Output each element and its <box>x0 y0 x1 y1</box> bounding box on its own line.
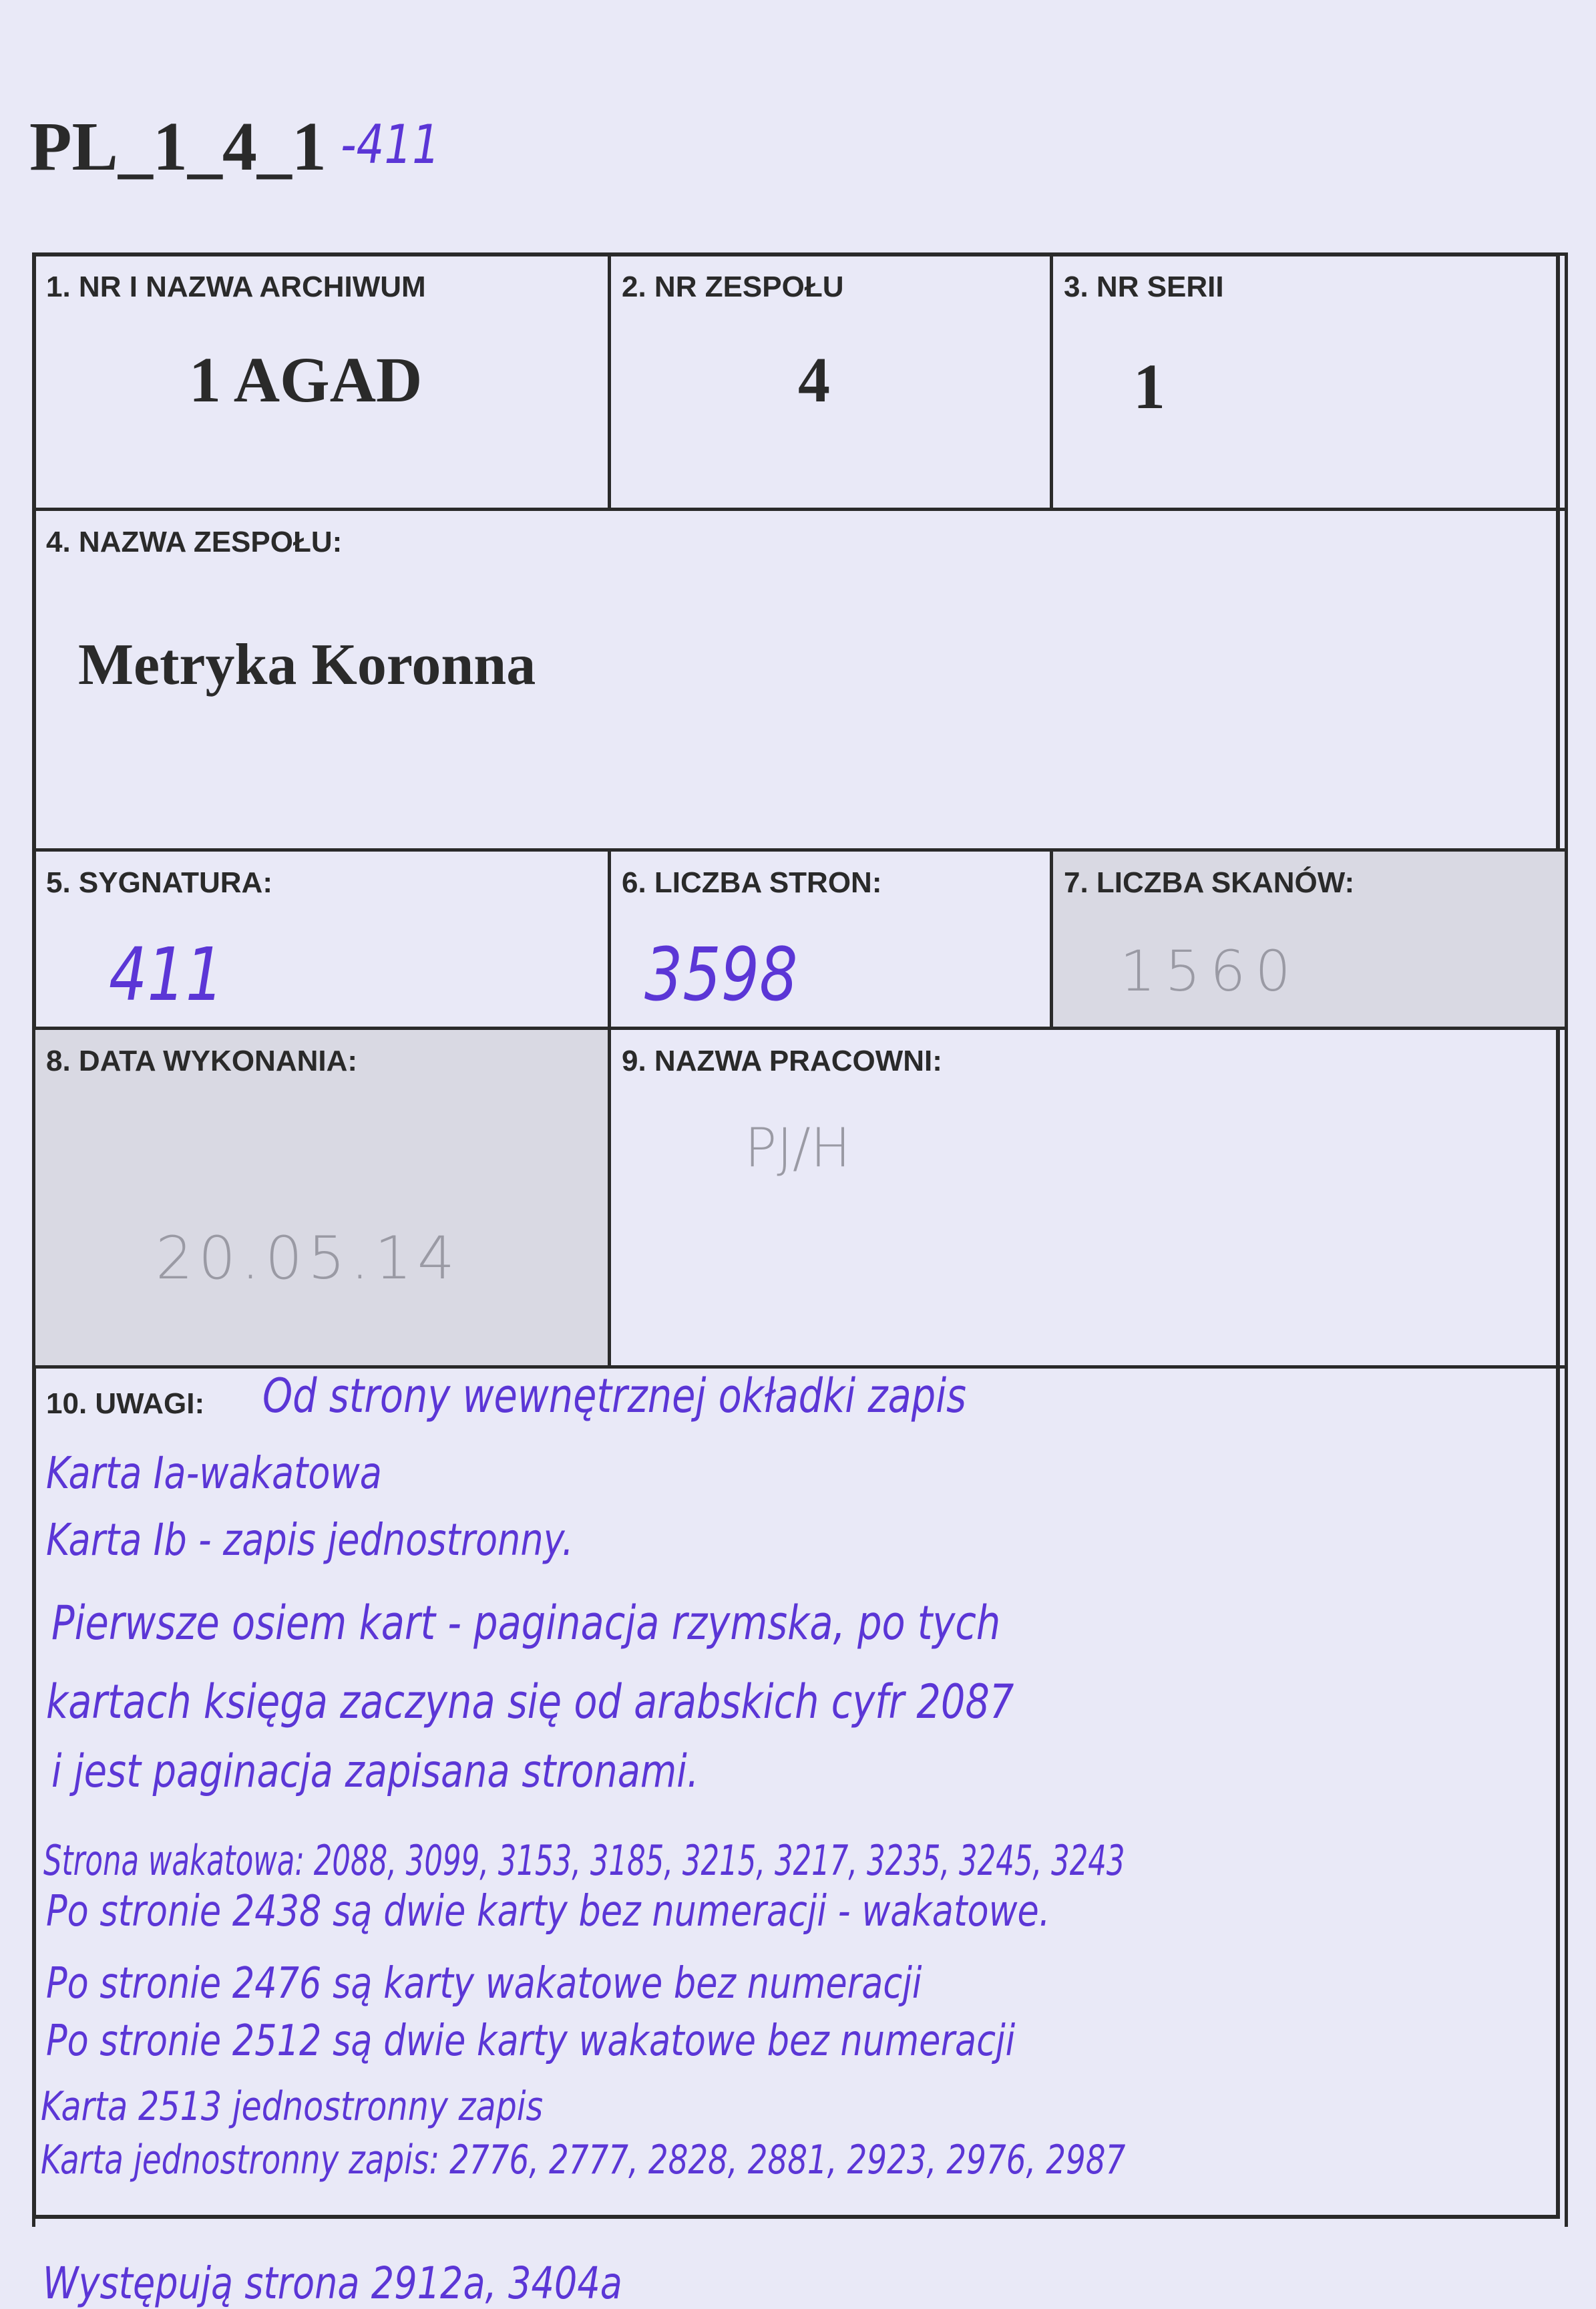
pages-label: 6. LICZBA STRON: <box>622 866 882 899</box>
cell-date <box>32 1027 611 1369</box>
signature-value: 411 <box>109 932 224 1017</box>
document-code <box>29 107 327 186</box>
fonds-name-value: Metryka Koronna <box>78 633 536 697</box>
archive-value: 1 AGAD <box>189 344 423 415</box>
notes-line: Strona wakatowa: 2088, 3099, 3153, 3185, 3215, 3217, 3235, 3245, 3243 <box>43 1836 1125 1885</box>
cell-workshop <box>608 1027 1568 1369</box>
metadata-form <box>32 252 1560 2219</box>
fonds-no-label: 2. NR ZESPOŁU <box>622 271 844 303</box>
cell-notes <box>32 1365 1568 2227</box>
archive-label: 1. NR I NAZWA ARCHIWUM <box>46 271 426 303</box>
notes-line: Po stronie 2512 są dwie karty wakatowe bez numeracji <box>46 2016 1016 2066</box>
fonds-no-value: 4 <box>798 344 830 415</box>
date-label: 8. DATA WYKONANIA: <box>46 1045 358 1077</box>
signature-label: 5. SYGNATURA: <box>46 866 272 899</box>
fonds-name-label: 4. NAZWA ZESPOŁU: <box>46 526 343 558</box>
cell-pages <box>608 848 1053 1030</box>
date-value: 20.05.14 <box>156 1224 460 1292</box>
notes-line: Karta Ib - zapis jednostronny. <box>46 1514 574 1566</box>
code-text: PL_1_4_1 <box>29 108 327 185</box>
series-no-value: 1 <box>1133 351 1165 422</box>
workshop-value: PJ/H <box>745 1117 851 1179</box>
notes-line: Karta jednostronny zapis: 2776, 2777, 2828, 2881, 2923, 2976, 2987 <box>41 2137 1126 2183</box>
cell-fonds-name <box>32 508 1568 852</box>
notes-line: Karta Ia-wakatowa <box>46 1447 382 1499</box>
handwritten-suffix: -411 <box>341 114 440 176</box>
notes-line: i jest paginacja zapisana stronami. <box>51 1745 699 1798</box>
cell-archive <box>32 252 611 511</box>
notes-line: Po stronie 2438 są dwie karty bez numeracji - wakatowe. <box>46 1887 1050 1936</box>
notes-line: Po stronie 2476 są karty wakatowe bez numeracji <box>46 1959 922 2008</box>
cell-series-no <box>1050 252 1568 511</box>
notes-line: kartach księga zaczyna się od arabskich cyfr 2087 <box>46 1674 1014 1729</box>
notes-line: Karta 2513 jednostronny zapis <box>41 2083 544 2130</box>
notes-line: Od strony wewnętrznej okładki zapis <box>262 1369 967 1423</box>
workshop-label: 9. NAZWA PRACOWNI: <box>622 1045 942 1077</box>
pages-value: 3598 <box>644 932 798 1017</box>
notes-label: 10. UWAGI: <box>46 1387 205 1420</box>
cell-fonds-no <box>608 252 1053 511</box>
notes-line: Pierwsze osiem kart - paginacja rzymska, po tych <box>51 1596 1001 1650</box>
series-no-label: 3. NR SERII <box>1064 271 1224 303</box>
scans-label: 7. LICZBA SKANÓW: <box>1064 866 1355 899</box>
cell-scans <box>1050 848 1568 1030</box>
cell-signature <box>32 848 611 1030</box>
notes-below-box: Występują strona 2912a, 3404a <box>43 2258 622 2309</box>
scans-value: 1560 <box>1120 938 1300 1004</box>
